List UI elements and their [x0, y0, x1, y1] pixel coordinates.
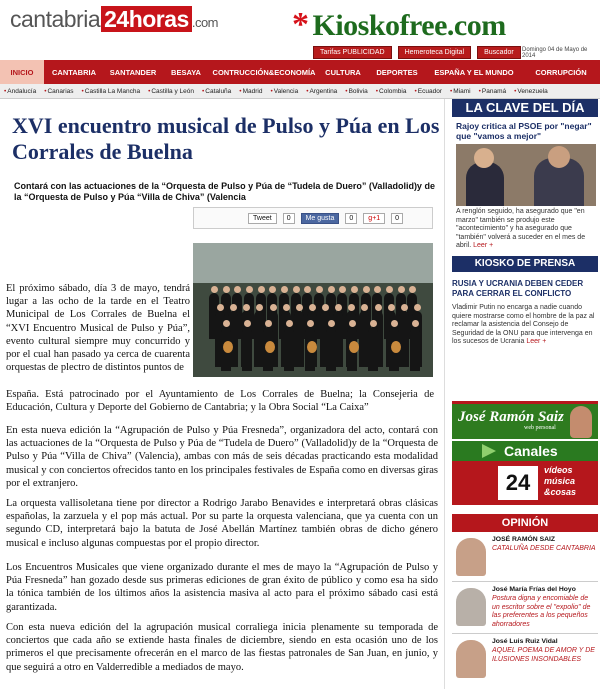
opinion-title[interactable]: AQUEL POEMA DE AMOR Y DE ILUSIONES INSONDABLES	[492, 647, 595, 663]
canales-label: Canales	[504, 443, 558, 459]
author-avatar	[456, 538, 486, 576]
kioskofree-logo-text: Kioskofree.com	[312, 9, 506, 42]
article-subtitle: Contará con las actuaciones de la “Orquesta de Pulso y Púa de “Tudela de Duero” (Valladolid)y de la “Orquesta de Pulso y Púa “Villa de Chiva” (Valencia	[14, 181, 435, 202]
logo-text-a: cantabria	[10, 6, 101, 32]
region-link[interactable]: • Canarias	[44, 88, 73, 95]
region-link[interactable]: • Madrid	[239, 88, 262, 95]
region-bar	[0, 84, 600, 99]
c24-number: 24	[498, 466, 538, 500]
hemeroteca-link[interactable]: Hemeroteca Digital	[398, 46, 472, 59]
region-link[interactable]: • Castilla La Mancha	[82, 88, 141, 95]
clave-del-dia-header: LA CLAVE DEL DÍA	[452, 99, 598, 117]
opinion-author: José María Frías del Hoyo	[492, 586, 576, 593]
musician-figure	[410, 327, 420, 371]
nav-cantabria[interactable]: CANTABRIA	[51, 67, 97, 77]
facebook-count: 0	[345, 213, 357, 224]
region-link[interactable]: • Bolivia	[345, 88, 367, 95]
nav-deportes[interactable]: DEPORTES	[376, 67, 418, 77]
region-link[interactable]: • Andalucía	[4, 88, 36, 95]
canales-banner[interactable]	[452, 441, 598, 461]
article-paragraph-1a: El próximo sábado, día 3 de mayo, tendrá lugar a las ocho de la tarde en el Teatro Municipal de Los Corrales de Buelna el “XVI Encuentro Musical de Pulso y Púa”, evento cultural siempre muy concurrido y por el cual han pasado ya cerca de cuarenta orquestas de plectro de distintos puntos de	[6, 283, 190, 374]
c24-text-line: &cosas	[544, 487, 577, 497]
header-links	[313, 46, 521, 59]
opinion-item[interactable]	[452, 534, 598, 582]
article-paragraph-3: La orquesta vallisoletana tiene por director a Rodrigo Jarabo Benavides e interpretará obras clásicas españolas, la zarzuela y el pop más actual. Por su parte la orquesta valenciana, que ya cuenta con un segundo CD, interpretará bajo la batuta de José Abellán Martínez también obras de dicho género musical e incluso algunas compuestas por el propio director.	[6, 498, 438, 549]
jrs-banner-title: José Ramón Saiz	[458, 409, 564, 425]
jose-ramon-saiz-banner[interactable]	[452, 401, 598, 439]
musician-figure	[242, 327, 252, 371]
region-link[interactable]: • Panamá	[479, 88, 507, 95]
guitar-figure	[265, 341, 275, 353]
guitar-figure	[223, 341, 233, 353]
kiosko-read-more-link[interactable]: Leer +	[526, 338, 547, 345]
kiosko-text: Vladimir Putin no encarga a nadie cuando quiere mostrarse como el hombre de la paz al reclamar la asistencia del Consejo de Seguridad de la ONU para que intervenga en los sucesos de Ucrania	[452, 304, 595, 345]
play-arrow-icon	[482, 444, 496, 458]
clave-del-dia-image[interactable]	[456, 144, 596, 206]
article-paragraph-1b: España. Está patrocinado por el Ayuntamiento de Los Corrales de Buelna; la Consejeria de Educación, Cultura y Deporte del Gobierno de Cantabria; y la Obra Social “La Caixa”	[6, 389, 434, 414]
nav-santander[interactable]: SANTANDER	[109, 67, 157, 77]
gplus-button[interactable]: g+1	[363, 213, 385, 224]
c24-text-line: vídeos	[544, 465, 573, 475]
gplus-count: 0	[391, 213, 403, 224]
article-paragraph-5: Con esta nueva edición del la agrupación musical corraliega inicia plenamente su temporada de conciertos que cada año se extiende hasta finales de diciembre, siendo en esta ocasión uno de los primeros el que precisamente ofrecerán en el marco de las fiestas patronales de San Juan, en junio, y que seguirá a otro en Valderredible a mediados de mayo.	[6, 622, 438, 673]
nav-cultura[interactable]: CULTURA	[325, 67, 361, 77]
c24-text	[544, 465, 576, 498]
opinion-author: JOSÉ RAMÓN SAIZ	[492, 536, 556, 543]
buscador-link[interactable]: Buscador	[477, 46, 521, 59]
musician-figure	[284, 327, 294, 371]
column-divider	[444, 99, 445, 689]
nav-besaya[interactable]: BESAYA	[171, 67, 201, 77]
region-link[interactable]: • Colombia	[376, 88, 407, 95]
nav-construccion[interactable]: CONTRUCCIÓN&ECONOMÍA	[212, 67, 316, 77]
region-link[interactable]: • Ecuador	[414, 88, 442, 95]
guitar-figure	[391, 341, 401, 353]
share-bar	[193, 207, 433, 229]
nav-corrupcion[interactable]: CORRUPCIÓN	[535, 67, 587, 77]
nav-espana-mundo[interactable]: ESPAÑA Y EL MUNDO	[434, 67, 514, 77]
c24-text-line: música	[544, 476, 576, 486]
musician-figure	[368, 327, 378, 371]
guitar-figure	[307, 341, 317, 353]
logo-text-c: .com	[191, 15, 219, 30]
guitar-figure	[349, 341, 359, 353]
orchestra-group	[205, 275, 425, 371]
opinion-title[interactable]: Postura digna y encomiable de un escritor sobre el "expolio" de las preferentes a los pequeños ahorradores	[492, 595, 591, 628]
region-link[interactable]: • Venezuela	[514, 88, 548, 95]
logo-text-b: 24horas	[101, 6, 192, 32]
musician-figure	[399, 311, 409, 367]
musician-figure	[294, 311, 304, 367]
clave-del-dia-title[interactable]: Rajoy critica al PSOE por "negar" que "vamos a mejor"	[456, 121, 592, 141]
opinion-title[interactable]: CATALUÑA DESDE CANTABRIA	[492, 545, 596, 552]
tweet-button[interactable]: Tweet	[248, 213, 277, 224]
opinion-item[interactable]	[452, 636, 598, 689]
tarifas-link[interactable]: Tarifas PUBLICIDAD	[313, 46, 392, 59]
c24-banner[interactable]	[452, 461, 598, 505]
asterisk-icon: *	[292, 6, 309, 43]
musician-figure	[326, 327, 336, 371]
header-date: Domingo 04 de Mayo de 2014	[522, 47, 588, 59]
site-header	[0, 0, 600, 60]
author-avatar	[456, 640, 486, 678]
kiosko-prensa-title[interactable]: RUSIA Y UCRANIA DEBEN CEDER PARA CERRAR EL CONFLICTO	[452, 279, 584, 298]
tweet-count: 0	[283, 213, 295, 224]
opinion-author: José Luis Ruiz Vidal	[492, 638, 558, 645]
region-link[interactable]: • Valencia	[270, 88, 298, 95]
orchestra-photo	[193, 243, 433, 377]
portrait-image	[570, 406, 592, 438]
article-paragraph-4: Los Encuentros Musicales que viene organizado durante el mes de mayo la “Agrupación de Pulso y Púa Fresneda” han gozado desde sus primeras ediciones de gran éxito de público y como esa ha sido la tónica también de los últimos años la asistencia masiva al acto para el próximo sábado casi está garantizada.	[6, 562, 438, 613]
cantabria24horas-logo[interactable]	[10, 6, 218, 33]
clave-text: A renglón seguido, ha asegurado que "en marzo" también se produjo este "acontecimiento" y ha asegurado que "también" volverá a suceder en el mes de abril.	[456, 208, 586, 249]
kiosko-prensa-text	[452, 304, 598, 347]
facebook-like-button[interactable]: Me gusta	[301, 213, 340, 224]
jrs-banner-subtitle: web personal	[524, 425, 556, 431]
opinion-header: OPINIÓN	[452, 514, 598, 532]
region-link[interactable]: • Miami	[450, 88, 471, 95]
region-link[interactable]: • Castilla y León	[148, 88, 194, 95]
region-link[interactable]: • Argentina	[306, 88, 337, 95]
kioskofree-logo[interactable]	[292, 6, 506, 44]
clave-read-more-link[interactable]: Leer +	[473, 242, 494, 249]
opinion-item[interactable]	[452, 584, 598, 634]
article-title: XVI encuentro musical de Pulso y Púa en Los Corrales de Buelna	[12, 113, 440, 164]
clave-del-dia-text	[456, 208, 596, 251]
main-nav	[0, 60, 600, 84]
kiosko-prensa-header: KIOSKO DE PRENSA	[452, 256, 598, 272]
nav-inicio[interactable]: INICIO	[0, 60, 44, 84]
article-paragraph-2: En esta nueva edición la “Agrupación de Pulso y Púa Fresneda”, organizadora del acto, contará con las actuaciones de la “Orquesta de Pulso y Púa de “Tudela de Duero” (Valladolid)y de la “Orquesta de Pulso y Púa “Villa de Chiva” (Valencia), ambas con más de seis décadas practicando esta modalidad musical y con conciertos ofrecidos tanto en los principales festivales de España como en diversas giras por el extranjero.	[6, 425, 438, 489]
region-link[interactable]: • Cataluña	[202, 88, 231, 95]
author-avatar	[456, 588, 486, 626]
